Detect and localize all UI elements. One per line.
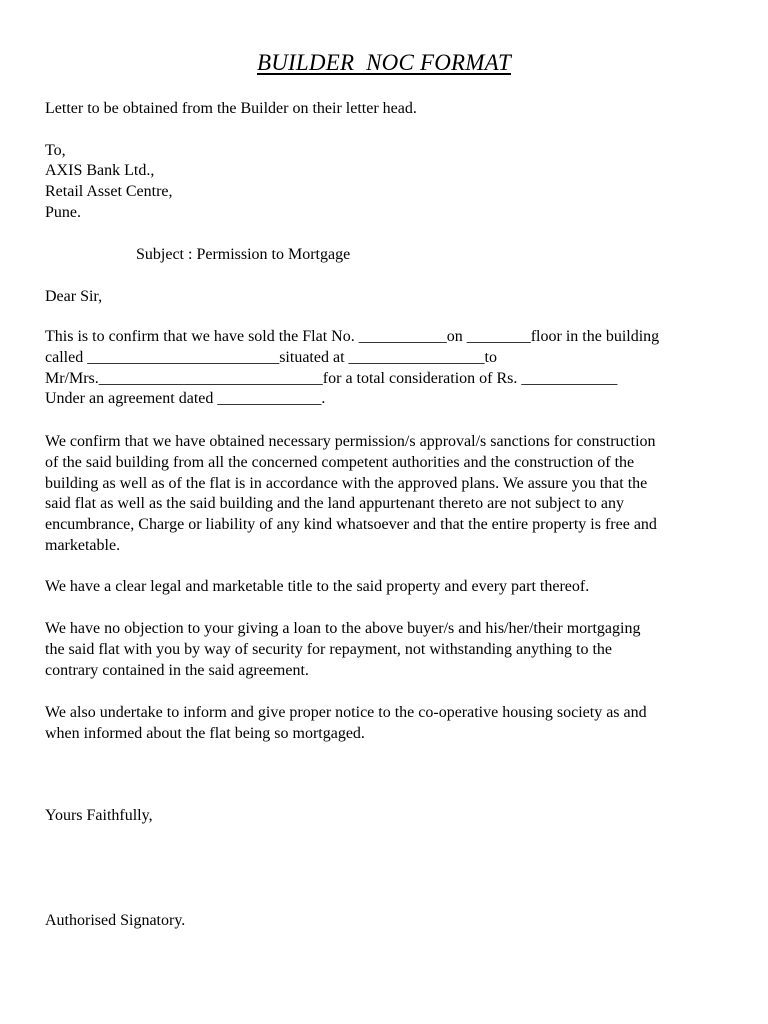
paragraph-line: Under an agreement dated _____________. <box>45 390 326 408</box>
paragraph-line: We have no objection to your giving a loan to the above buyer/s and his/her/their mortgaging <box>45 620 641 637</box>
paragraph-line: of the said building from all the concerned competent authorities and the construction of the <box>45 453 635 471</box>
subject-line: Subject : Permission to Mortgage <box>136 246 351 263</box>
paragraph-line: when informed about the flat being so mortgaged. <box>45 724 365 742</box>
intro-text: Letter to be obtained from the Builder on their letter head. <box>45 100 417 117</box>
address-line-city: Pune. <box>45 204 81 221</box>
address-line-centre: Retail Asset Centre, <box>45 183 173 200</box>
paragraph-line: said flat as well as the said building and the land appurtenant thereto are not subject to any <box>45 495 624 513</box>
confirmation-paragraph <box>45 327 725 410</box>
permissions-paragraph <box>45 432 725 557</box>
paragraph-line: marketable. <box>45 536 121 554</box>
paragraph-line: the said flat with you by way of security for repayment, not withstanding anything to the <box>45 640 612 658</box>
paragraph-line: building as well as of the flat is in accordance with the approved plans. We assure you that the <box>45 474 648 492</box>
undertaking-paragraph <box>45 703 725 745</box>
salutation: Dear Sir, <box>45 288 103 305</box>
signatory-label: Authorised Signatory. <box>45 912 186 929</box>
address-line-bank: AXIS Bank Ltd., <box>45 162 155 179</box>
no-objection-paragraph <box>45 619 725 681</box>
paragraph-line: contrary contained in the said agreement. <box>45 661 309 679</box>
paragraph-line: Mr/Mrs.____________________________for a total consideration of Rs. ____________ <box>45 369 618 387</box>
paragraph-line: encumbrance, Charge or liability of any kind whatsoever and that the entire property is free and <box>45 516 657 534</box>
document-title: BUILDER NOC FORMAT <box>256 50 511 75</box>
paragraph-line: We have a clear legal and marketable title to the said property and every part thereof. <box>45 578 590 595</box>
title-paragraph <box>45 577 725 598</box>
paragraph-line: We also undertake to inform and give proper notice to the co-operative housing society as and <box>45 704 647 721</box>
paragraph-line: This is to confirm that we have sold the Flat No. ___________on ________floor in the building <box>45 328 660 345</box>
paragraph-line: called ________________________situated at _________________to <box>45 348 497 366</box>
paragraph-line: We confirm that we have obtained necessary permission/s approval/s sanctions for construction <box>45 433 656 450</box>
closing-text: Yours Faithfully, <box>45 807 153 824</box>
address-to: To, <box>45 142 66 159</box>
